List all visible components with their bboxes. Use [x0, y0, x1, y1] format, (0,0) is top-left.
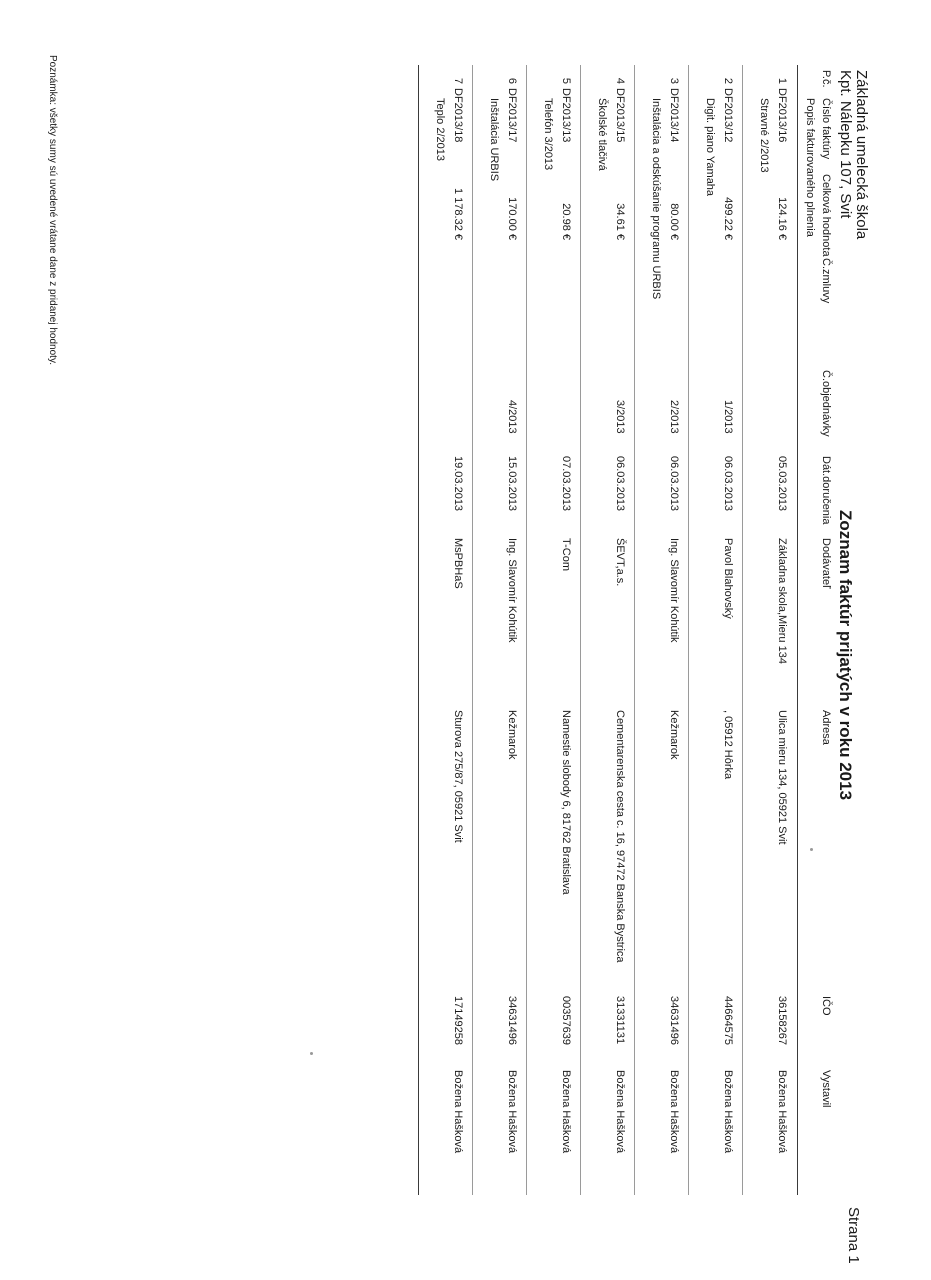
cell-delivery-date: 06.03.2013 — [668, 456, 680, 512]
cell-invoice-number: DF2013/13 — [560, 88, 572, 143]
vat-note: Poznámka: všetky sumy sú uvedené vrátane dane z pridanej hodnoty. — [47, 55, 58, 365]
school-name: Základná umelecká škola — [853, 70, 870, 240]
col-header-issued-by: Vystavil — [820, 1070, 832, 1108]
cell-ico: 17149258 — [452, 996, 464, 1045]
cell-pc: 2 — [722, 77, 734, 84]
col-header-address: Adresa — [820, 710, 832, 745]
cell-order: 1/2013 — [722, 400, 734, 434]
cell-delivery-date: 07.03.2013 — [560, 456, 572, 512]
cell-invoice-number: DF2013/17 — [506, 88, 518, 143]
col-header-supplier: Dodávateľ — [820, 538, 832, 589]
col-header-invoice-number: Číslo faktúry — [820, 98, 832, 160]
cell-address: Namestie slobody 6, 81762 Bratislava — [560, 710, 572, 895]
row-divider — [742, 65, 743, 1195]
cell-description: Stravné 2/2013 — [758, 98, 770, 173]
cell-description: Telefón 3/2013 — [542, 98, 554, 171]
cell-address: Sturova 275/87, 05921 Svit — [452, 710, 464, 843]
cell-order: 2/2013 — [668, 400, 680, 434]
document-title: Zoznam faktúr prijatých v roku 2013 — [836, 510, 855, 801]
cell-invoice-number: DF2013/18 — [452, 88, 464, 143]
row-divider — [580, 65, 581, 1195]
col-header-ico: IČO — [820, 996, 832, 1016]
cell-total-value: 170.00 € — [506, 197, 518, 240]
cell-address: Ulica mieru 134, 05921 Svit — [776, 710, 788, 845]
cell-delivery-date: 15.03.2013 — [506, 456, 518, 512]
cell-total-value: 34.61 € — [614, 203, 626, 240]
col-header-description: Popis fakturovaného plnenia — [804, 98, 816, 237]
row-divider — [688, 65, 689, 1195]
cell-ico: 34631496 — [506, 996, 518, 1045]
cell-description: Inštalácia URBIS — [488, 98, 500, 182]
page-number: Strana 1 — [845, 1207, 862, 1264]
row-divider — [526, 65, 527, 1195]
header-rule — [797, 65, 798, 1195]
cell-pc: 6 — [506, 77, 518, 84]
col-header-pc: P.č. — [820, 70, 832, 88]
cell-supplier: ŠEVT,a.s. — [614, 538, 626, 587]
table-bottom-rule — [418, 65, 419, 1195]
col-header-total-value: Celková hodnota — [820, 174, 832, 257]
row-divider — [472, 65, 473, 1195]
cell-issued-by: Božena Hašková — [506, 1070, 518, 1154]
cell-supplier: Ing. Slavomír Kohútik — [506, 538, 518, 643]
cell-invoice-number: DF2013/15 — [614, 88, 626, 143]
cell-issued-by: Božena Hašková — [668, 1070, 680, 1154]
cell-invoice-number: DF2013/12 — [722, 88, 734, 143]
cell-pc: 7 — [452, 77, 464, 84]
cell-pc: 1 — [776, 77, 788, 84]
cell-issued-by: Božena Hašková — [776, 1070, 788, 1154]
cell-ico: 00357639 — [560, 996, 572, 1045]
cell-total-value: 1 178.32 € — [452, 188, 464, 240]
cell-pc: 3 — [668, 77, 680, 84]
cell-order: 4/2013 — [506, 400, 518, 434]
cell-address: Kežmarok — [668, 710, 680, 760]
cell-issued-by: Božena Hašková — [452, 1070, 464, 1154]
cell-total-value: 124.16 € — [776, 197, 788, 240]
col-header-delivery-date: Dát.doručenia — [820, 456, 832, 525]
cell-pc: 5 — [560, 77, 572, 84]
row-divider — [634, 65, 635, 1195]
scan-speck — [810, 848, 813, 851]
cell-description: Digit. piano Yamaha — [704, 98, 716, 197]
cell-address: , 05912 Hôrka — [722, 710, 734, 780]
cell-supplier: Základna skola,Mieru 134 — [776, 538, 788, 664]
cell-ico: 44664575 — [722, 996, 734, 1045]
cell-ico: 36158267 — [776, 996, 788, 1045]
cell-total-value: 80.00 € — [668, 203, 680, 240]
cell-delivery-date: 06.03.2013 — [722, 456, 734, 512]
cell-supplier: MsPBHaS — [452, 538, 464, 589]
cell-invoice-number: DF2013/14 — [668, 88, 680, 143]
cell-supplier: Pavol Blahovský — [722, 538, 734, 619]
cell-invoice-number: DF2013/16 — [776, 88, 788, 143]
cell-address: Cementarenska cesta c. 16, 97472 Banska Bystrica — [614, 710, 626, 963]
cell-delivery-date: 05.03.2013 — [776, 456, 788, 512]
cell-total-value: 20.98 € — [560, 203, 572, 240]
cell-description: Teplo 2/2013 — [434, 98, 446, 161]
cell-ico: 31331131 — [614, 996, 626, 1045]
cell-issued-by: Božena Hašková — [560, 1070, 572, 1154]
cell-delivery-date: 19.03.2013 — [452, 456, 464, 512]
cell-supplier: T-Com — [560, 538, 572, 571]
cell-ico: 34631496 — [668, 996, 680, 1045]
cell-address: Kežmarok — [506, 710, 518, 760]
cell-issued-by: Božena Hašková — [722, 1070, 734, 1154]
cell-description: Inštalácia a odskúšanie programu URBIS — [650, 98, 662, 300]
cell-total-value: 499.22 € — [722, 197, 734, 240]
cell-issued-by: Božena Hašková — [614, 1070, 626, 1154]
cell-delivery-date: 06.03.2013 — [614, 456, 626, 512]
col-header-contract: Č.zmluvy — [820, 258, 832, 304]
cell-pc: 4 — [614, 77, 626, 84]
school-address: Kpt. Nálepku 107, Svit — [837, 70, 854, 219]
scan-speck — [310, 1052, 313, 1055]
cell-description: Školské tlačivá — [596, 98, 608, 171]
col-header-order: Č.objednávky — [820, 370, 832, 437]
cell-order: 3/2013 — [614, 400, 626, 434]
cell-supplier: Ing. Slavomír Kohútik — [668, 538, 680, 643]
